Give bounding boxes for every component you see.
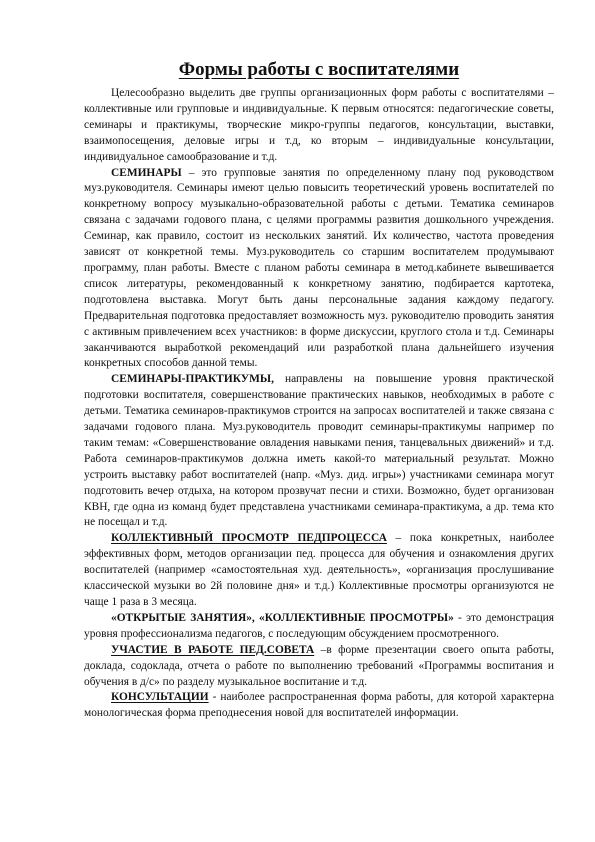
paragraph-collective-viewing xyxy=(84,531,554,611)
paragraph-lead: «ОТКРЫТЫЕ ЗАНЯТИЯ», «КОЛЛЕКТИВНЫЕ ПРОСМОТРЫ» xyxy=(111,611,454,624)
paragraph-lead: КОЛЛЕКТИВНЫЙ ПРОСМОТР ПЕДПРОЦЕССА xyxy=(111,532,387,545)
document-title: Формы работы с воспитателями xyxy=(178,59,460,80)
paragraph-ped-council xyxy=(84,643,554,691)
paragraph-text: – пока конкретных, наиболее эффективных форм, методов организации пед. процесса для обучения и ознакомления других воспитателей (например «самостоятельная худ. деятельность», «организация прослушивание классической музыки во 2й половине дня» и т.д.) Коллективные просмотры организуются не чаще 1 раза в 3 месяца. xyxy=(84,532,554,608)
paragraph-lead: УЧАСТИЕ В РАБОТЕ ПЕД.СОВЕТА xyxy=(111,643,315,656)
paragraph-text: Целесообразно выделить две группы организационных форм работы с воспитателями – коллективные или групповые и индивидуальные. К первым относятся: педагогические советы, семинары и практикумы, творческие микро-группы педагогов, консультации, выставки, взаимопосещения, деловые игры и т.д, ко вторым – индивидуальные консультации, индивидуальное самообразование и т.д. xyxy=(84,87,554,163)
paragraph-lead: КОНСУЛЬТАЦИИ xyxy=(111,691,209,704)
paragraph-text: - это демонстрация уровня профессионализма педагогов, с последующим обсуждением просмотренного. xyxy=(84,611,554,640)
paragraph-text: - наиболее распространенная форма работы, для которой характерна монологическая форма преподнесения новой для воспитателей информации. xyxy=(84,691,554,720)
paragraph-open-lessons xyxy=(84,611,554,643)
paragraph-intro xyxy=(84,86,554,166)
paragraph-seminars xyxy=(84,166,554,373)
paragraph-workshops xyxy=(84,372,554,531)
paragraph-lead: СЕМИНАРЫ xyxy=(111,166,182,179)
paragraph-text: – это групповые занятия по определенному плану под руководством муз.руководителя. Семинары имеют целью повысить теоретический уровень воспитателей по конкретному вопросу музыкально-образовательной работы с детьми. Тематика семинаров связана с задачами годового плана, с целями программы развития дошкольного учреждения. Семинар, как правило, состоит из нескольких занятий. Их количество, частота проведения зависят от конкретной темы. Муз.руководитель со старшим воспитателем продумывают программу, план работы. Вместе с планом работы семинара в метод.кабинете вывешивается список литературы, рекомендованный к конкретному занятию, подбирается картотека, подготовлена выставка. Могут быть даны персональные задания каждому педагогу. Предварительная подготовка предоставляет возможность муз. руководителю проводить занятия с активным привлечением всех участников: в форме дискуссии, круглого стола и т.д. Семинары заканчиваются выработкой рекомендаций или разработкой плана дальнейшего изучения конкретных способов данной темы. xyxy=(84,166,554,370)
document-page xyxy=(84,58,554,722)
paragraph-consultations xyxy=(84,690,554,722)
paragraph-lead: СЕМИНАРЫ-ПРАКТИКУМЫ, xyxy=(111,373,274,386)
paragraph-text: –в форме презентации своего опыта работы, доклада, содоклада, отчета о работе по выполнению требований «Программы воспитания и обучения в д/с» по разделу музыкальное воспитание и т.д. xyxy=(84,643,554,688)
paragraph-text: направлены на повышение уровня практической подготовки воспитателя, совершенствование практических навыков, необходимых в работе с детьми. Тематика семинаров-практикумов строится на запросах воспитателей и также связана с задачами годового плана. Муз.руководитель проводит семинары-практикумы например по таким темам: «Совершенствование овладения навыками пения, танцевальных движений» и т.д. Работа семинаров-практикумов должна иметь какой-то материальный результат. Можно устроить выставку работ воспитателей (напр. «Муз. дид. игры») участниками семинара могут подготовить вечер отдыха, на котором прозвучат песни и стихи. Возможно, будет организован КВН, где одна из команд будет представлена участниками семинара-практикума, а др. тема кто не посещал и т.д. xyxy=(84,373,554,529)
